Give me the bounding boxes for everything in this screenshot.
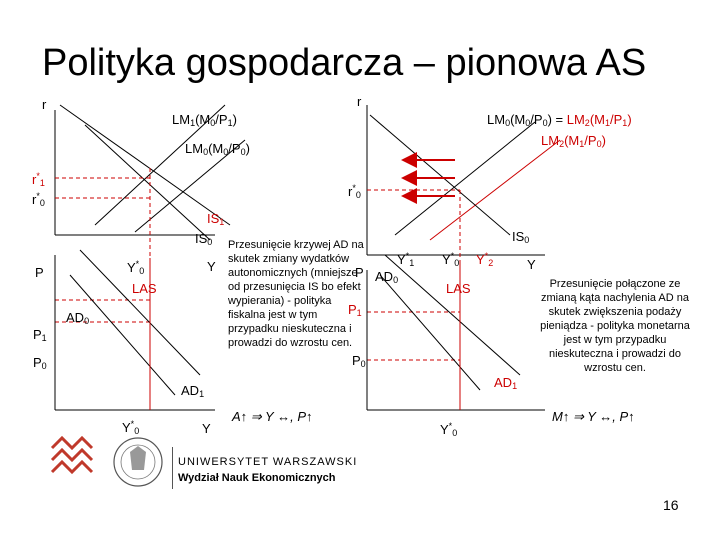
fiscal-formula: A↑ ⇒ Y ↔, P↑ [232, 409, 313, 424]
lm0-eq-lm2-label: $LM_0(M_0/P_0) = LM_2(M_1/P_1)$ [487, 112, 632, 128]
r0-label-right: $r^*_0$ [348, 183, 361, 200]
lm1-label: $LM_1(M_0/P_1)$ [172, 112, 237, 128]
ad0-label-right: $AD_0$ [375, 269, 399, 285]
y-axis-label-right: Y [527, 257, 536, 272]
left-islm-axes [55, 110, 215, 235]
lm2-label: $LM_2(M_1/P_0)$ [541, 133, 606, 149]
is1-label: $IS_1$ [207, 211, 225, 227]
lm0-label-left: $LM_0(M_0/P_0)$ [185, 141, 250, 157]
y-star0-label-bottom-right: $Y^*_0$ [440, 421, 458, 438]
y-axis-label-left-upper: Y [207, 259, 216, 274]
y-star0-label-bottom-left: $Y^*_0$ [122, 419, 140, 436]
ad1-curve-right [385, 255, 520, 375]
y-axis-label-bottom-left: Y [202, 421, 211, 436]
r-axis-label-right: r [357, 94, 362, 109]
las-label-right: LAS [446, 281, 471, 296]
y-star2-label-right: $Y^*_2$ [476, 251, 494, 268]
p0-label-right: $P_0$ [352, 353, 366, 369]
y-star0-label-upper: $Y^*_0$ [127, 259, 145, 276]
page-title: Polityka gospodarcza – pionowa AS [42, 42, 647, 84]
ad1-label-right: $AD_1$ [494, 375, 518, 391]
y-star1-label-right: $Y^*_1$ [397, 251, 415, 268]
r-axis-label-left: r [42, 97, 47, 112]
ad0-curve-left [70, 275, 175, 395]
is0-label-left: $IS_0$ [195, 231, 213, 247]
monetary-policy-note: Przesunięcie połączone ze zmianą kąta nachylenia AD na skutek zwiększenia podaży pieniądza - polityka monetarna jest w tym przypadku nieskuteczna i prowadzi do wzrostu cen. [540, 278, 690, 374]
p0-label-left: $P_0$ [33, 355, 47, 371]
monetary-formula: M↑ ⇒ Y ↔, P↑ [552, 409, 635, 424]
las-label-left: LAS [132, 281, 157, 296]
p-axis-label-left: P [35, 265, 44, 280]
page-number: 16 [663, 497, 679, 513]
is0-label-right: $IS_0$ [512, 229, 530, 245]
university-logo [50, 430, 165, 495]
lm2-curve-right [430, 140, 560, 240]
p-axis-label-right: P [355, 265, 364, 280]
footer-divider [172, 447, 173, 489]
y-star0-label-right: $Y^*_0$ [442, 251, 460, 268]
p1-label-right: $P_1$ [348, 302, 362, 318]
is0-curve-right [370, 115, 510, 235]
r1-label: $r^*_1$ [32, 171, 45, 188]
guide-lines-right [367, 190, 460, 410]
faculty-name: Wydział Nauk Ekonomicznych [178, 472, 336, 484]
p1-label-left: $P_1$ [33, 327, 47, 343]
fiscal-policy-note: Przesunięcie krzywej AD na skutek zmiany wydatków autonomicznych (mniejsze od przesunięcia IS bo efekt wypierania) - polityka fiskalna jest w tym przypadku nieskuteczna i prowadzi do wzrostu cen. [228, 239, 364, 349]
ad1-label-left: $AD_1$ [181, 383, 205, 399]
university-name: UNIWERSYTET WARSZAWSKI [178, 456, 358, 468]
ad0-label-left: $AD_0$ [66, 310, 90, 326]
r0-label-left: $r^*_0$ [32, 191, 45, 208]
